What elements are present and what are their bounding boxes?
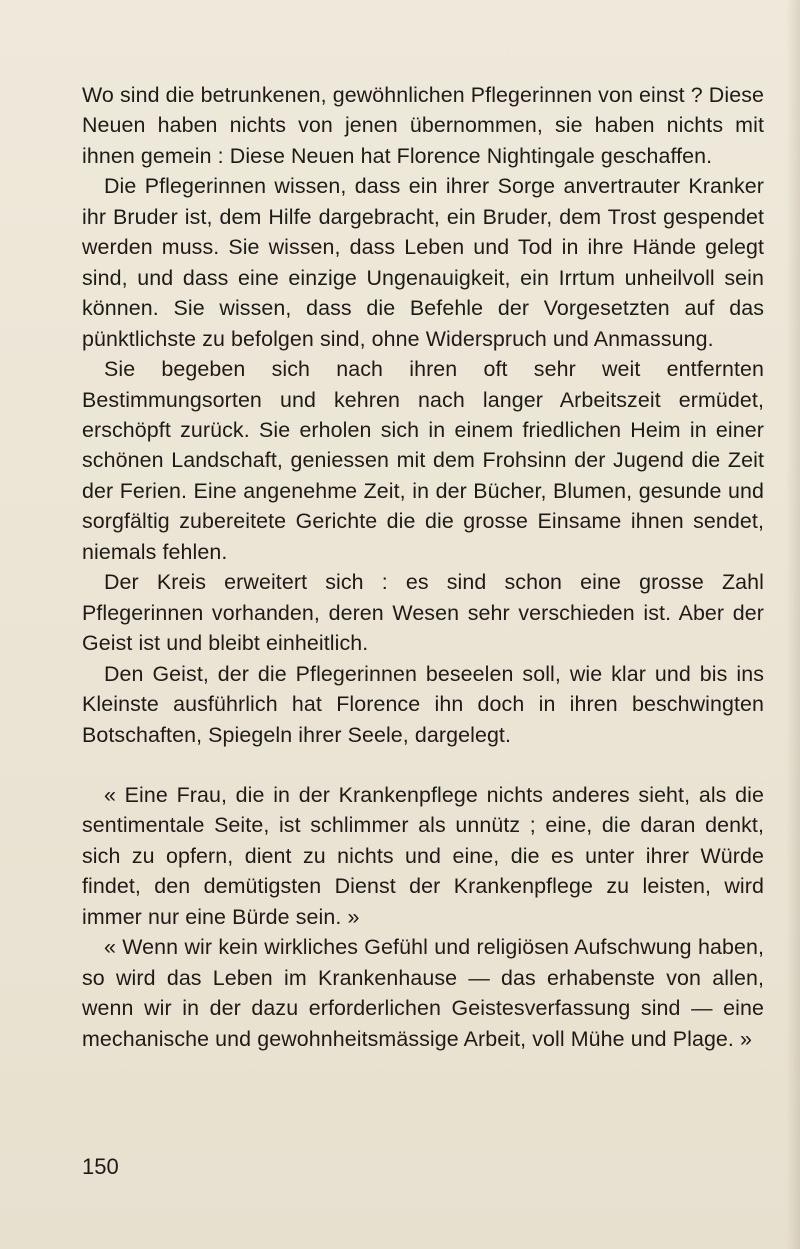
quote-1: « Eine Frau, die in der Krankenpflege nichts anderes sieht, als die sentimentale Seite, ist schlimmer als unnütz ; eine, die daran denkt, sich zu opfern, dient zu nichts und eine, die es unter ihrer Würde findet, den demütigsten Dienst der Krankenpflege zu leisten, wird immer nur eine Bürde sein. » xyxy=(82,782,764,929)
paragraph-5: Den Geist, der die Pflegerinnen beseelen soll, wie klar und bis ins Kleinste ausführlich hat Florence ihn doch in ihren beschwingten Botschaften, Spiegeln ihrer Seele, dargelegt. xyxy=(82,661,764,747)
paragraph-4: Der Kreis erweitert sich : es sind schon eine grosse Zahl Pflegerinnen vorhanden, deren Wesen sehr verschieden ist. Aber der Geist ist und bleibt einheitlich. xyxy=(82,570,764,656)
paragraph-3: Sie begeben sich nach ihren oft sehr weit entfernten Bestimmungsorten und kehren nach langer Arbeitszeit ermüdet, erschöpft zurück. Sie erholen sich in einem friedlichen Heim in einer schönen Landschaft, geniessen mit dem Frohsinn der Jugend die Zeit der Ferien. Eine angenehme Zeit, in der Bücher, Blumen, gesunde und sorgfältig zubereitete Gerichte die die grosse Einsame ihnen sendet, niemals fehlen. xyxy=(82,357,764,564)
page-number: 150 xyxy=(82,1154,119,1179)
paragraph-1: Wo sind die betrunkenen, gewöhnlichen Pflegerinnen von einst ? Diese Neuen haben nichts von jenen übernommen, sie haben nichts mit ihnen gemein : Diese Neuen hat Florence Nightingale geschaffen. xyxy=(82,83,764,168)
body-text xyxy=(82,80,764,1054)
paragraph-2: Die Pflegerinnen wissen, dass ein ihrer Sorge anvertrauter Kranker ihr Bruder ist, dem Hilfe dargebracht, ein Bruder, dem Trost gespendet werden muss. Sie wissen, dass Leben und Tod in ihre Hände gelegt sind, und dass eine einzige Ungenauigkeit, ein Irrtum unheilvoll sein können. Sie wissen, dass die Befehle der Vorgesetzten auf das pünktlichste zu befolgen sind, ohne Widerspruch und Anmassung. xyxy=(82,174,764,351)
quote-2: « Wenn wir kein wirkliches Gefühl und religiösen Aufschwung haben, so wird das Leben im Krankenhause — das erhabenste von allen, wenn wir in der dazu erforderlichen Geistesverfassung sind — eine mechanische und gewohnheitsmässige Arbeit, voll Mühe und Plage. » xyxy=(82,935,764,1051)
page-edge-shadow xyxy=(786,0,800,1249)
